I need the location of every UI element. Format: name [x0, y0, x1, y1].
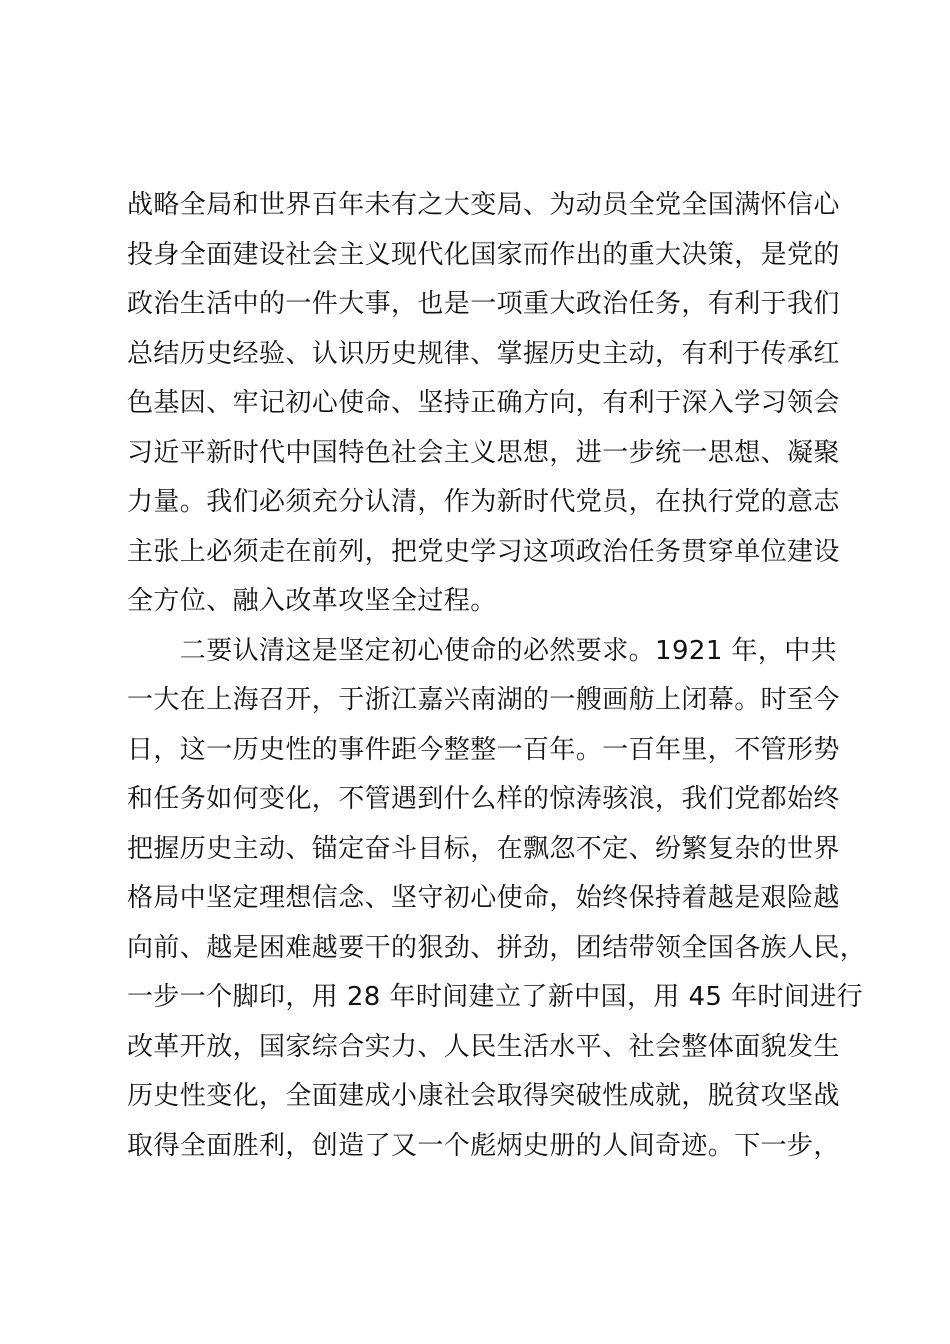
- text-line: 色基因、牢记初心使命、坚持正确方向，有利于深入学习领会: [127, 388, 840, 418]
- text-line: 格局中坚定理想信念、坚守初心使命，始终保持着越是艰险越: [127, 883, 840, 913]
- text-line: 取得全面胜利，创造了又一个彪炳史册的人间奇迹。下一步，: [127, 1130, 840, 1161]
- text-line: 一步一个脚印，用 28 年时间建立了新中国，用 45 年时间进行: [127, 982, 864, 1012]
- text-line: 历史性变化，全面建成小康社会取得突破性成就，脱贫攻坚战: [127, 1081, 840, 1111]
- text-line: 一大在上海召开，于浙江嘉兴南湖的一艘画舫上闭幕。时至今: [127, 685, 840, 715]
- text-line: 改革开放，国家综合实力、人民生活水平、社会整体面貌发生: [127, 1031, 840, 1062]
- text-line: 投身全面建设社会主义现代化国家而作出的重大决策，是党的: [127, 239, 840, 270]
- text-line: 力量。我们必须充分认清，作为新时代党员，在执行党的意志: [127, 487, 840, 517]
- text-line: 把握历史主动、锚定奋斗目标，在飘忽不定、纷繁复杂的世界: [127, 833, 840, 864]
- text-line: 全方位、融入改革攻坚全过程。: [127, 586, 497, 616]
- body-text: [127, 181, 867, 1171]
- text-line: 主张上必须走在前列，把党史学习这项政治任务贯穿单位建设: [127, 536, 840, 567]
- text-line: 和任务如何变化，不管遇到什么样的惊涛骇浪，我们党都始终: [127, 784, 840, 814]
- text-line: 向前、越是困难越要干的狠劲、拼劲，团结带领全国各族人民，: [127, 932, 867, 963]
- text-line: 政治生活中的一件大事，也是一项重大政治任务，有利于我们: [127, 289, 840, 319]
- text-line: 战略全局和世界百年未有之大变局、为动员全党全国满怀信心: [127, 190, 840, 220]
- text-line: 习近平新时代中国特色社会主义思想，进一步统一思想、凝聚: [127, 437, 840, 468]
- text-line: 总结历史经验、认识历史规律、掌握历史主动，有利于传承红: [127, 338, 840, 369]
- text-line: 日，这一历史性的事件距今整整一百年。一百年里，不管形势: [127, 734, 840, 765]
- paragraph-start-line: 二要认清这是坚定初心使命的必然要求。1921 年，中共: [127, 635, 838, 666]
